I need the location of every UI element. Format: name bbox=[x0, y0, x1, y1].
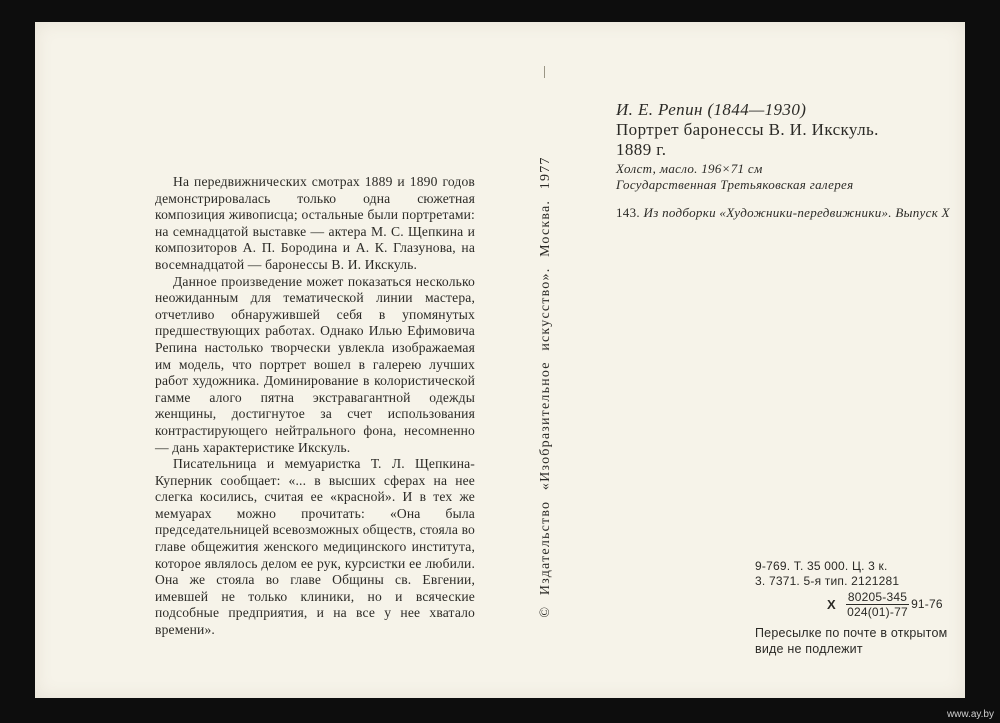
paragraph-1: На передвижнических смотрах 1889 и 1890 годов демонстрировалась только одна сюжетная композиция живописца; остальные были портретами: на семнадцатой выставке — актера М. С. Щепкина и композиторов А. П. Бородина и А. К. Глазунова, на восемнадцатой — баронессы В. И. Икскуль. bbox=[155, 174, 475, 272]
publisher-imprint-vertical bbox=[535, 112, 557, 662]
postage-note: Пересылке по почте в открытом виде не подлежит bbox=[755, 626, 948, 656]
imprint-code-fraction bbox=[846, 590, 909, 619]
imprint-line-1: 9-769. Т. 35 000. Ц. 3 к. bbox=[755, 559, 888, 573]
imprint-code-letter: X bbox=[827, 597, 836, 612]
description-text bbox=[155, 174, 475, 639]
artwork-medium: Холст, масло. 196×71 см bbox=[616, 161, 763, 176]
artwork-year: 1889 г. bbox=[616, 140, 667, 159]
site-watermark: www.ay.by bbox=[946, 709, 994, 720]
postcard-back bbox=[35, 22, 965, 698]
series-number: 143. bbox=[616, 205, 640, 220]
imprint-code bbox=[827, 590, 965, 619]
print-imprint bbox=[755, 559, 965, 657]
artwork-title: Портрет баронессы В. И. Икскуль. bbox=[616, 120, 879, 139]
imprint-line-2: 3. 7371. 5-я тип. 2121281 bbox=[755, 574, 900, 588]
imprint-code-tail: 91-76 bbox=[911, 597, 943, 611]
paragraph-2: Данное произведение может показаться несколько неожиданным для тематической линии мастера, отчетливо обнаружившей себя в упомянутых предшествующих работах. Однако Илью Ефимовича Репина настолько творчески увлекла изображаемая им модель, что портрет вошел в галерею лучших работ художника. Доминирование в колористической гамме алого пятна экстравагантной одежды женщины, достигнутое за счет использования контрастирующего нейтрального фона, несомненно — дань характеристике Икскуль. bbox=[155, 273, 475, 455]
artwork-caption bbox=[616, 100, 956, 221]
paragraph-3: Писательница и мемуаристка Т. Л. Щепкина-Куперник сообщает: «... в высших сферах на нее слегка косились, считая ее «красной». И в тех же мемуарах можно прочитать: «Она была председательницей всевозможных обществ, стояла во главе общежития женского медицинского института, которое являлось делом ее рук, курсистки ее любили. Она же стояла во главе Общины св. Евгении, имевшей не только клиники, но и всяческие подсобные предприятия, и на все у нее хватало времени». bbox=[155, 456, 475, 638]
center-divider-mark bbox=[544, 66, 545, 78]
series-info bbox=[616, 205, 956, 221]
imprint-code-denominator: 024(01)-77 bbox=[847, 605, 908, 619]
artwork-author: И. Е. Репин (1844—1930) bbox=[616, 100, 807, 119]
series-text: Из подборки «Художники-передвижники». Выпуск X bbox=[643, 205, 950, 220]
artwork-museum: Государственная Третьяковская галерея bbox=[616, 177, 854, 192]
imprint-code-numerator: 80205-345 bbox=[847, 590, 908, 604]
publisher-imprint-text: © Издательство «Изобразительное искусство». Москва. 1977 bbox=[538, 156, 553, 618]
